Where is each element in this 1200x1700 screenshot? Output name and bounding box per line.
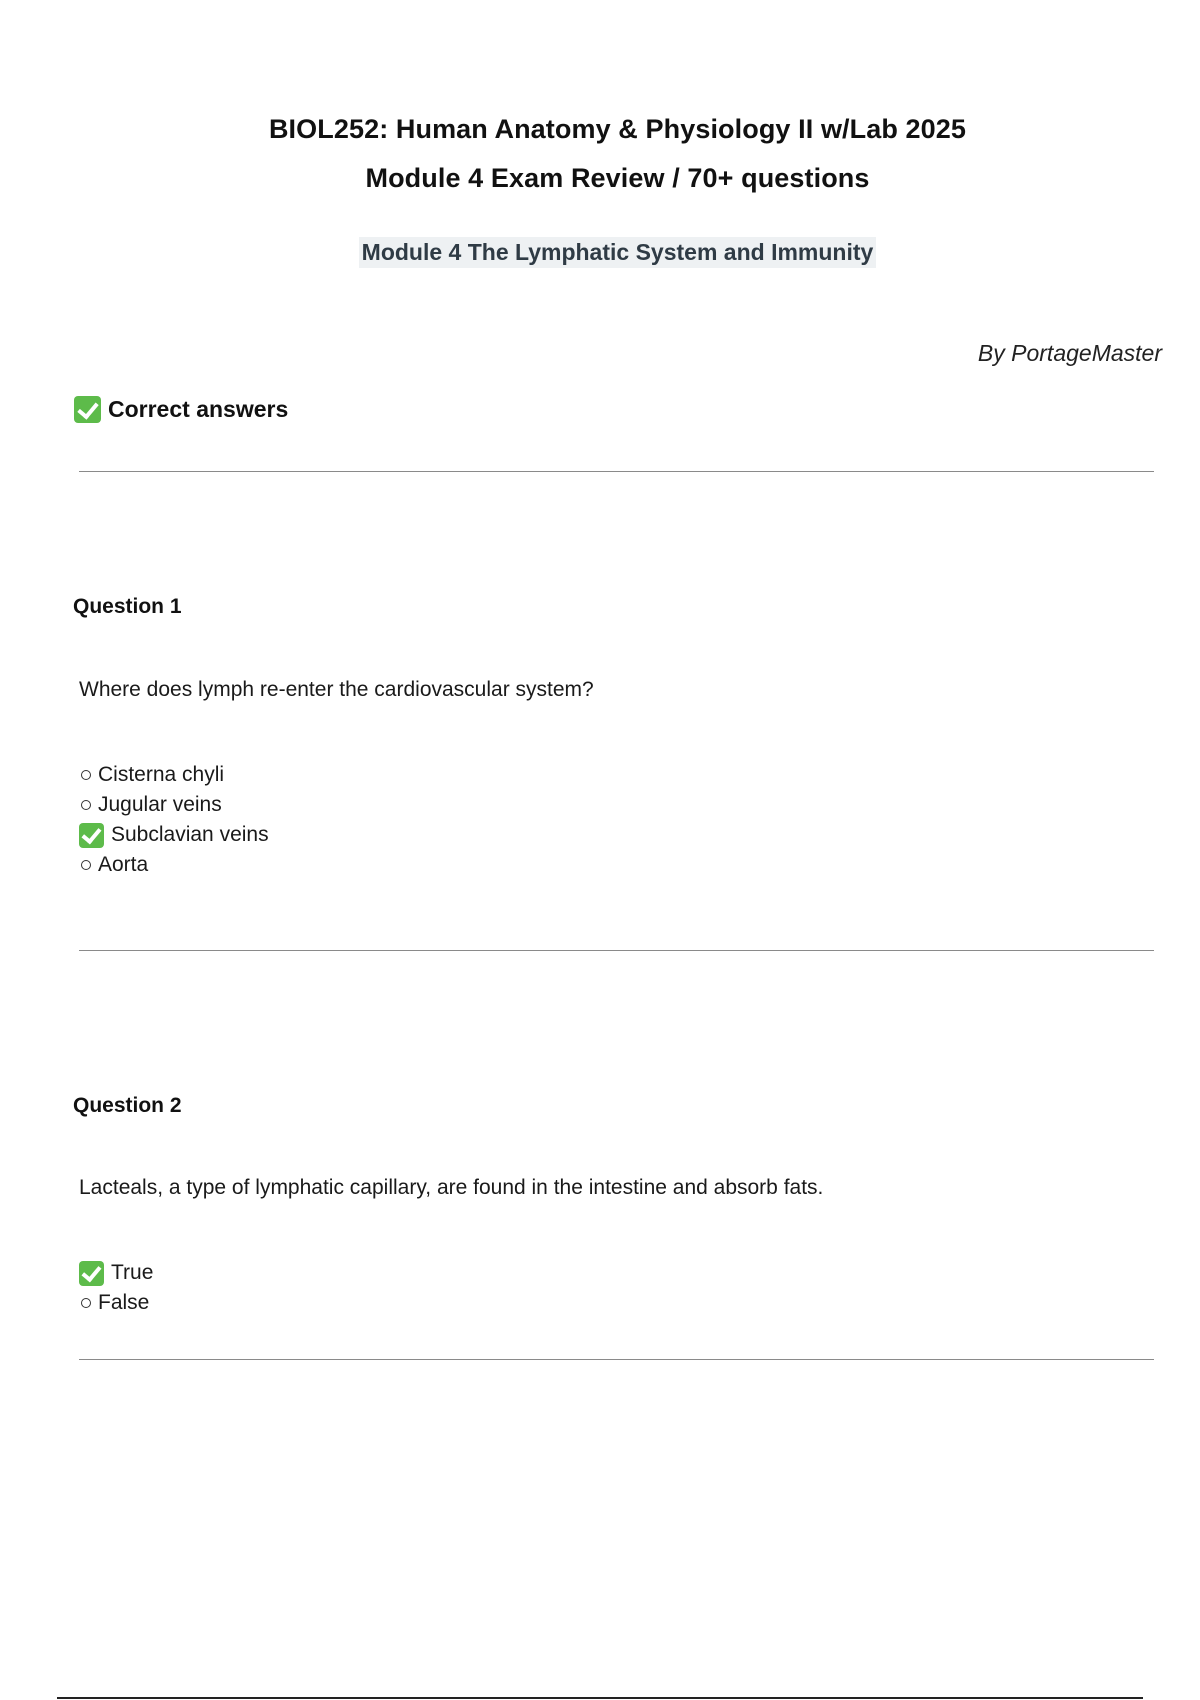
question-text: Where does lymph re-enter the cardiovascular system?: [79, 678, 594, 701]
module-heading: [0, 237, 1200, 268]
question-heading: Question 2: [73, 1094, 182, 1117]
answer-option-label: Cisterna chyli: [98, 763, 225, 786]
check-mark-icon: [74, 396, 101, 423]
document-subtitle: Module 4 Exam Review / 70+ questions: [365, 163, 870, 193]
answer-option-correct: [79, 820, 269, 850]
answer-option-label: Aorta: [98, 853, 149, 876]
question-text: Lacteals, a type of lymphatic capillary, are found in the intestine and absorb fats.: [79, 1176, 824, 1199]
author-credit: By PortageMaster: [977, 340, 1162, 366]
radio-circle-icon: [81, 800, 91, 810]
divider: [79, 950, 1154, 951]
answer-option-label: True: [111, 1261, 154, 1284]
answer-option-label: Jugular veins: [98, 793, 222, 816]
answer-options: [79, 760, 269, 880]
answer-options: [79, 1258, 153, 1318]
answer-option: [79, 1288, 153, 1318]
radio-circle-icon: [81, 770, 91, 780]
radio-circle-icon: [81, 1298, 91, 1308]
legend-label: Correct answers: [108, 396, 289, 422]
answer-option-label: Subclavian veins: [111, 823, 269, 846]
answer-option: [79, 760, 269, 790]
divider: [79, 1359, 1154, 1360]
divider: [79, 471, 1154, 472]
document-title: BIOL252: Human Anatomy & Physiology II w/Lab 2025: [268, 114, 967, 144]
answer-option-label: False: [98, 1291, 150, 1314]
module-heading-text: Module 4 The Lymphatic System and Immunity: [359, 237, 877, 268]
answer-option-correct: [79, 1258, 153, 1288]
check-mark-icon: [79, 823, 104, 848]
question-heading: Question 1: [73, 595, 182, 618]
answer-option: [79, 790, 269, 820]
radio-circle-icon: [81, 860, 91, 870]
check-mark-icon: [79, 1261, 104, 1286]
legend: [74, 396, 288, 423]
answer-option: [79, 850, 269, 880]
page-bottom-border: [57, 1697, 1143, 1699]
